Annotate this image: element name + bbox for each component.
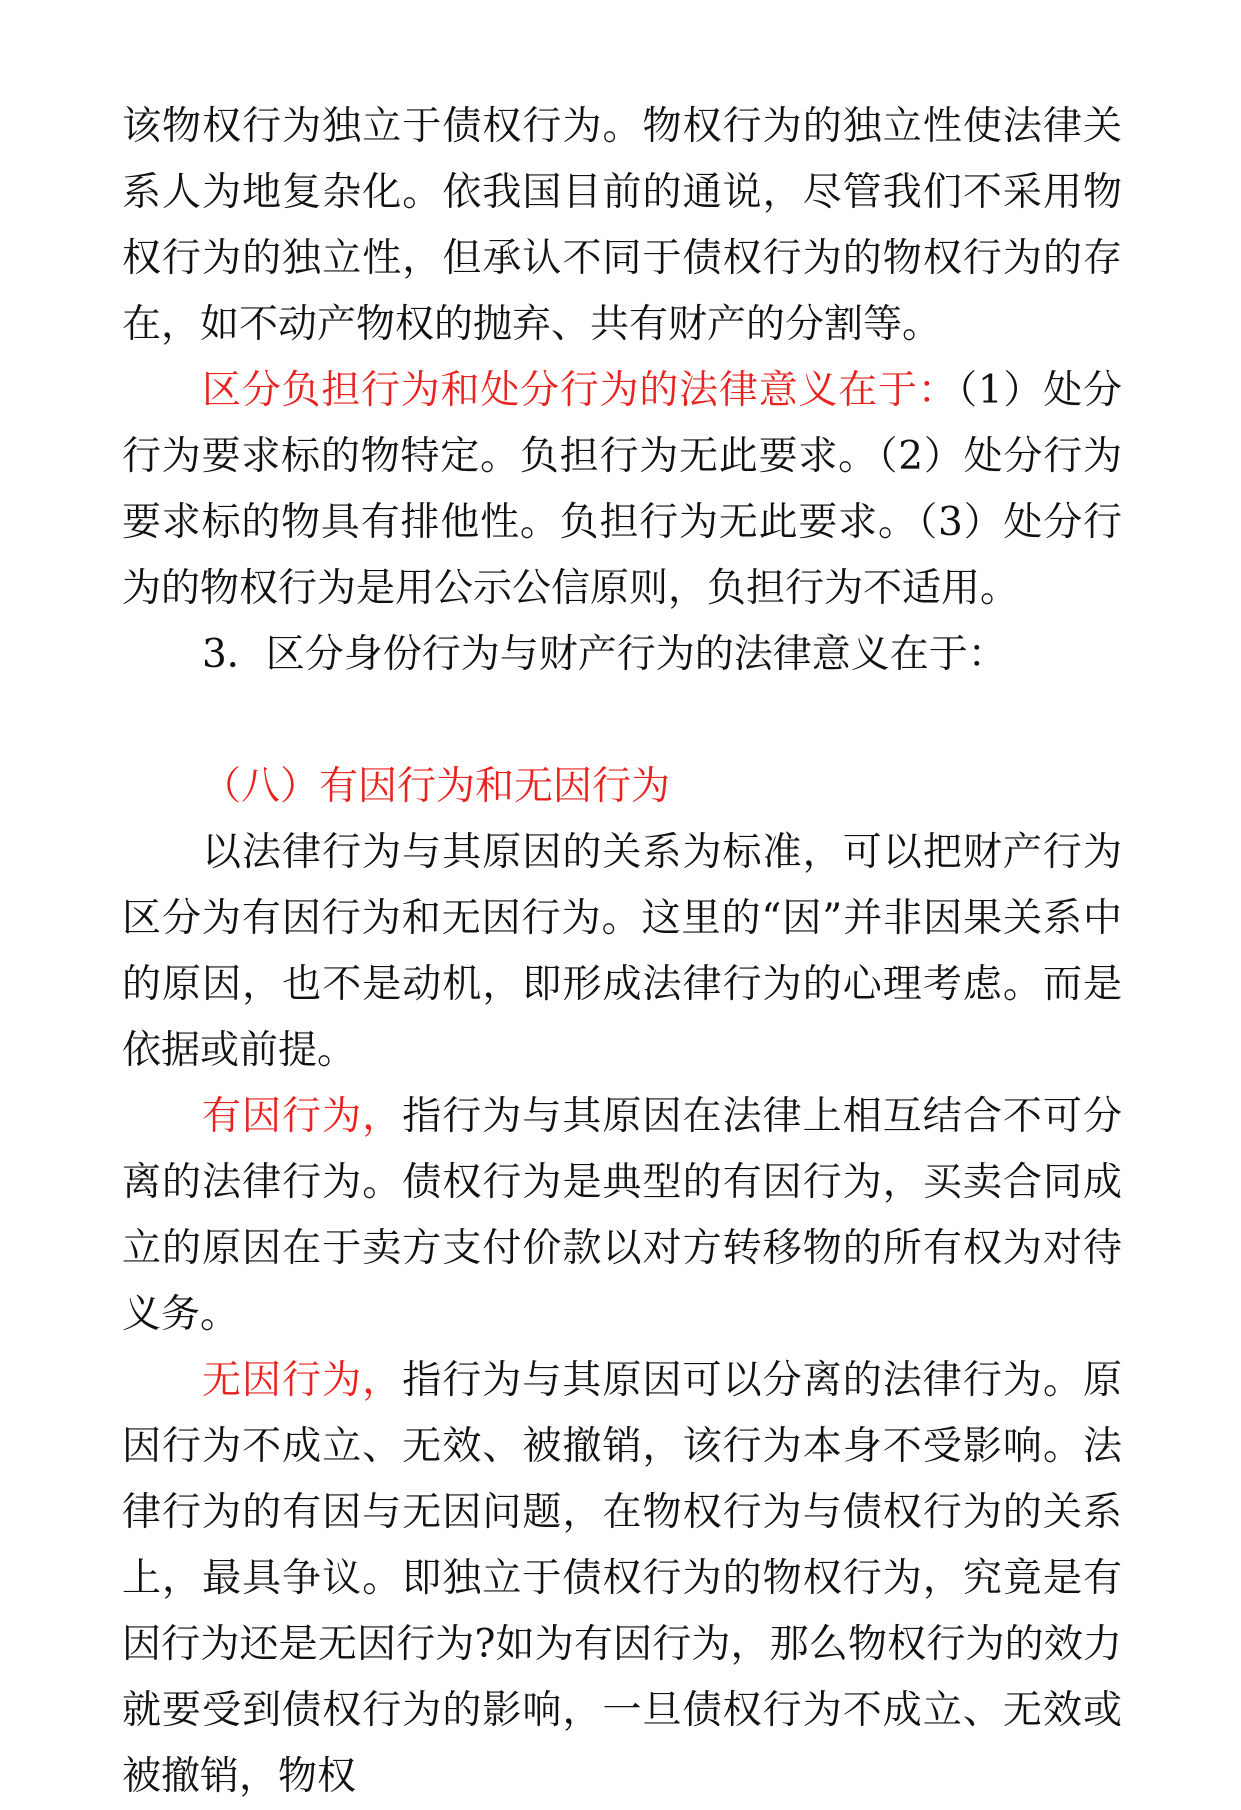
paragraph-legal-significance [122,358,1122,622]
highlighted-lead: 区分负担行为和处分行为的法律意义在于： [201,368,958,413]
paragraph-text: 指行为与其原因可以分离的法律行为。原因行为不成立、无效、被撤销，该行为本身不受影响。法律行为的有因与无因问题，在物权行为与债权行为的关系上，最具争议。即独立于债权行为的物权行为，究竟是有因行为还是无因行为?如为有因行为，那么物权行为的效力就要受到债权行为的影响，一旦债权行为不成立、无效或被撤销，物权 [122,1358,1122,1799]
highlighted-lead: 无因行为， [201,1358,403,1403]
section-heading [122,754,1122,820]
paragraph-item-3 [122,622,1122,688]
paragraph-text: （1）处分行为要求标的物特定。负担行为无此要求。（2）处分行为要求标的物具有排他性。负担行为无此要求。（3）处分行为的物权行为是用公示公信原则，负担行为不适用。 [122,368,1122,611]
highlighted-lead: 有因行为， [201,1094,403,1139]
paragraph-text: 该物权行为独立于债权行为。物权行为的独立性使法律关系人为地复杂化。依我国目前的通说，尽管我们不采用物权行为的独立性，但承认不同于债权行为的物权行为的存在，如不动产物权的抛弃、共有财产的分割等。 [122,104,1122,347]
paragraph-continuation [122,94,1122,358]
paragraph-text: 指行为与其原因在法律上相互结合不可分离的法律行为。债权行为是典型的有因行为，买卖合同成立的原因在于卖方支付价款以对方转移物的所有权为对待义务。 [122,1094,1122,1337]
paragraph-abstract-act [122,1348,1122,1810]
paragraph-text: 以法律行为与其原因的关系为标准，可以把财产行为区分为有因行为和无因行为。这里的“因”并非因果关系中的原因，也不是动机，即形成法律行为的心理考虑。而是依据或前提。 [122,830,1122,1073]
paragraph-definition [122,820,1122,1084]
paragraph-text: 3．区分身份行为与财产行为的法律意义在于： [201,632,1007,677]
document-body [122,94,1122,1810]
section-heading-text: （八）有因行为和无因行为 [201,764,670,809]
paragraph-causal-act [122,1084,1122,1348]
